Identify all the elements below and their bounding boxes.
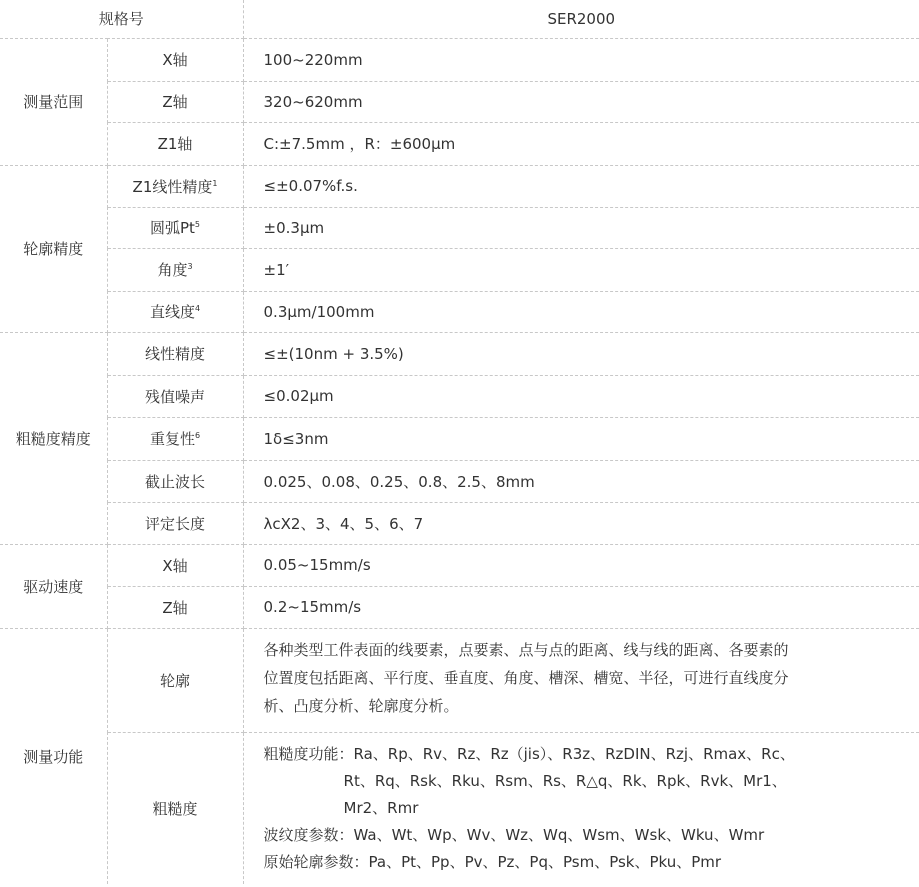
table-row	[0, 165, 919, 207]
footnote-mark: 5	[194, 220, 201, 229]
footnote-mark: 6	[194, 431, 201, 440]
table-row	[0, 122, 919, 165]
table-row	[0, 544, 919, 586]
primary-profile-line: 原始轮廓参数：Pa、Pt、Pp、Pv、Pz、Pq、Psm、Psk、Pku、Pmr	[263, 852, 722, 871]
roughness-line: Rt、Rq、Rsk、Rku、Rsm、Rs、R△q、Rk、Rpk、Rvk、Mr1、	[343, 771, 787, 790]
roughness-line: 粗糙度功能：Ra、Rp、Rv、Rz、Rz（jis）、R3z、RzDIN、Rzj、Rmax、Rc、	[263, 744, 795, 763]
table-row	[0, 332, 919, 375]
row-value: ±1′	[243, 248, 919, 291]
row-value: λcX2、3、4、5、6、7	[243, 502, 919, 544]
group-label-range: 测量范围	[0, 38, 107, 165]
row-label: Z轴	[107, 586, 243, 628]
table-row	[0, 248, 919, 291]
header-row	[0, 0, 919, 38]
footnote-mark: 3	[187, 262, 193, 271]
row-label: 评定长度	[107, 502, 243, 544]
waviness-line: 波纹度参数：Wa、Wt、Wp、Wv、Wz、Wq、Wsm、Wsk、Wku、Wmr	[263, 825, 765, 844]
profile-line: 位置度包括距离、平行度、垂直度、角度、槽深、槽宽、半径，可进行直线度分	[263, 669, 789, 687]
row-value: ≤0.02μm	[243, 375, 919, 417]
row-label-text: 直线度	[149, 303, 195, 321]
row-label	[107, 291, 243, 332]
row-label: 粗糙度	[107, 732, 243, 884]
table-row	[0, 460, 919, 502]
group-label-drive-speed: 驱动速度	[0, 544, 107, 628]
row-value: ≤±(10nm + 3.5%)	[243, 332, 919, 375]
row-label: 线性精度	[107, 332, 243, 375]
row-value: 0.2~15mm/s	[243, 586, 919, 628]
model-label: 规格号	[0, 0, 243, 38]
table-row	[0, 586, 919, 628]
row-label	[107, 207, 243, 248]
row-value: ≤±0.07%f.s.	[243, 165, 919, 207]
row-value: 0.025、0.08、0.25、0.8、2.5、8mm	[243, 460, 919, 502]
roughness-line: Mr2、Rmr	[343, 798, 419, 817]
row-label: 截止波长	[107, 460, 243, 502]
table-row	[0, 81, 919, 122]
row-label	[107, 248, 243, 291]
row-value: C:±7.5mm ，R：±600μm	[243, 122, 919, 165]
table-row	[0, 502, 919, 544]
table-row	[0, 207, 919, 248]
row-label-text: 圆弧Pt	[149, 219, 195, 237]
row-label	[107, 417, 243, 460]
row-value: 0.3μm/100mm	[243, 291, 919, 332]
row-label: X轴	[107, 544, 243, 586]
row-label: Z轴	[107, 81, 243, 122]
footnote-mark: 4	[194, 304, 201, 313]
row-value: 0.05~15mm/s	[243, 544, 919, 586]
row-label	[107, 165, 243, 207]
group-label-functions: 测量功能	[0, 628, 107, 884]
row-value: 1δ≤3nm	[243, 417, 919, 460]
model-value: SER2000	[243, 0, 919, 38]
profile-line: 析、凸度分析、轮廓度分析。	[263, 697, 459, 715]
row-value: 100~220mm	[243, 38, 919, 81]
row-label: Z1轴	[107, 122, 243, 165]
row-label: 轮廓	[107, 628, 243, 732]
row-label-text: 重复性	[149, 430, 195, 448]
roughness-description	[243, 732, 919, 884]
profile-description	[243, 628, 919, 732]
group-label-roughness-accuracy: 粗糙度精度	[0, 332, 107, 544]
row-value: ±0.3μm	[243, 207, 919, 248]
table-row	[0, 732, 919, 884]
table-row	[0, 291, 919, 332]
table-row	[0, 375, 919, 417]
row-value: 320~620mm	[243, 81, 919, 122]
row-label: 残值噪声	[107, 375, 243, 417]
row-label-text: 角度	[157, 261, 188, 279]
row-label-text: Z1线性精度	[132, 177, 213, 196]
table-row	[0, 628, 919, 732]
table-row	[0, 417, 919, 460]
group-label-profile-accuracy: 轮廓精度	[0, 165, 107, 332]
profile-line: 各种类型工件表面的线要素，点要素、点与点的距离、线与线的距离、各要素的	[263, 641, 789, 659]
row-label: X轴	[107, 38, 243, 81]
footnote-mark: 1	[212, 178, 218, 188]
table-row	[0, 38, 919, 81]
